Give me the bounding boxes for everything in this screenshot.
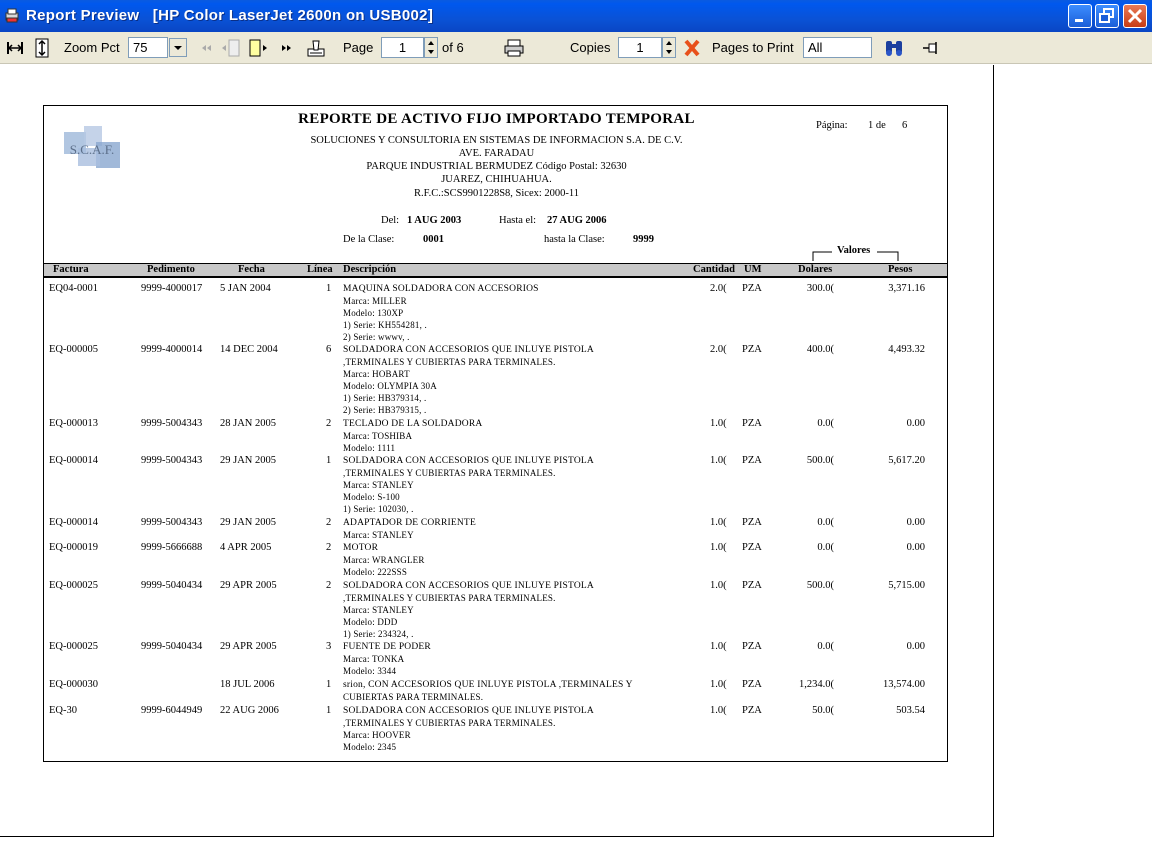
cell-fecha: 18 JUL 2006 (220, 679, 275, 690)
cell-um: PZA (742, 455, 762, 466)
cell-fecha: 28 JAN 2005 (220, 418, 277, 429)
cell-pesos: 5,617.20 (888, 455, 925, 466)
cell-pedimento: 9999-5040434 (141, 641, 203, 652)
col-pedimento: Pedimento (147, 264, 195, 275)
page-total: of 6 (442, 40, 464, 55)
cell-pedimento: 9999-5004343 (141, 517, 203, 528)
restore-icon (1096, 5, 1118, 27)
cell-cantidad: 2.0( (710, 283, 727, 294)
description-line: Marca: TOSHIBA (343, 431, 413, 441)
description-line: ,TERMINALES Y CUBIERTAS PARA TERMINALES. (343, 468, 556, 478)
hasta-clase-label: hasta la Clase: (544, 234, 605, 245)
description-line: Modelo: 130XP (343, 308, 404, 318)
close-icon (1124, 5, 1146, 27)
description-line: SOLDADORA CON ACCESORIOS QUE INLUYE PISTOLA (343, 456, 594, 466)
hasta-clase-value: 9999 (633, 234, 654, 245)
description-line: MAQUINA SOLDADORA CON ACCESORIOS (343, 284, 539, 294)
cell-descripcion (343, 344, 594, 416)
fit-height-icon[interactable] (31, 37, 53, 59)
cell-factura: EQ-000025 (49, 580, 98, 591)
col-fecha: Fecha (238, 264, 265, 275)
cell-pedimento: 9999-6044949 (141, 705, 203, 716)
cell-fecha: 5 JAN 2004 (220, 283, 271, 294)
description-line: SOLDADORA CON ACCESORIOS QUE INLUYE PISTOLA (343, 581, 594, 591)
report-title: REPORTE DE ACTIVO FIJO IMPORTADO TEMPORAL (298, 111, 695, 127)
cell-cantidad: 2.0( (710, 344, 727, 355)
copies-spinner[interactable] (662, 37, 676, 58)
description-line: FUENTE DE PODER (343, 642, 431, 652)
hasta-value: 27 AUG 2006 (547, 215, 607, 226)
description-line: Modelo: OLYMPIA 30A (343, 381, 437, 391)
cell-factura: EQ-000005 (49, 344, 98, 355)
cell-factura: EQ-000019 (49, 542, 98, 553)
cell-factura: EQ-000014 (49, 517, 98, 528)
page-label: Page (343, 40, 374, 55)
cell-pedimento: 9999-4000014 (141, 344, 203, 355)
company-park: PARQUE INDUSTRIAL BERMUDEZ Código Postal: 32630 (366, 161, 627, 172)
cell-um: PZA (742, 580, 762, 591)
cell-pesos: 0.00 (906, 418, 925, 429)
cell-pesos: 5,715.00 (888, 580, 925, 591)
cell-cantidad: 1.0( (710, 418, 727, 429)
description-line: Marca: HOOVER (343, 730, 411, 740)
cell-linea: 3 (326, 641, 332, 652)
cell-descripcion (343, 580, 594, 640)
cell-linea: 1 (326, 705, 332, 716)
cell-cantidad: 1.0( (710, 542, 727, 553)
cell-um: PZA (742, 283, 762, 294)
valores-label: Valores (837, 245, 871, 256)
cell-cantidad: 1.0( (710, 679, 727, 690)
cell-um: PZA (742, 641, 762, 652)
company-city: JUAREZ, CHIHUAHUA. (441, 174, 552, 185)
cell-pedimento: 9999-5004343 (141, 418, 203, 429)
col-factura: Factura (53, 264, 89, 275)
close-button[interactable] (1123, 4, 1147, 28)
cell-factura: EQ-000030 (49, 679, 98, 690)
clase-value: 0001 (423, 234, 444, 245)
previous-page-icon[interactable] (220, 37, 242, 59)
page-number-input[interactable]: 1 (381, 37, 424, 58)
cell-dolares: 50.0( (812, 705, 834, 716)
cell-fecha: 22 AUG 2006 (220, 705, 279, 716)
cell-um: PZA (742, 705, 762, 716)
description-line: 1) Serie: HB379314, . (343, 393, 427, 403)
description-line: Marca: WRANGLER (343, 555, 425, 565)
cell-linea: 2 (326, 418, 332, 429)
cell-um: PZA (742, 517, 762, 528)
last-page-icon[interactable] (276, 37, 298, 59)
binoculars-icon[interactable] (883, 37, 905, 59)
cell-cantidad: 1.0( (710, 641, 727, 652)
description-line: ,TERMINALES Y CUBIERTAS PARA TERMINALES. (343, 357, 556, 367)
toolbar (0, 32, 1152, 64)
description-line: TECLADO DE LA SOLDADORA (343, 419, 483, 429)
cell-cantidad: 1.0( (710, 705, 727, 716)
cell-pesos: 0.00 (906, 517, 925, 528)
cell-um: PZA (742, 344, 762, 355)
cell-um: PZA (742, 679, 762, 690)
description-line: SOLDADORA CON ACCESORIOS QUE INLUYE PISTOLA (343, 345, 594, 355)
chevron-down-icon (170, 39, 186, 56)
company-name: SOLUCIONES Y CONSULTORIA EN SISTEMAS DE INFORMACION S.A. DE C.V. (310, 135, 683, 146)
cell-pesos: 0.00 (906, 641, 925, 652)
spinner-arrows-icon (425, 38, 437, 57)
cell-linea: 1 (326, 455, 332, 466)
copies-input[interactable]: 1 (618, 37, 662, 58)
pages-to-print-label: Pages to Print (712, 40, 794, 55)
svg-text:S.C.A.F.: S.C.A.F. (69, 142, 115, 157)
description-line: MOTOR (343, 543, 379, 553)
cell-linea: 2 (326, 580, 332, 591)
cell-fecha: 29 JAN 2005 (220, 455, 277, 466)
cell-dolares: 0.0( (817, 517, 834, 528)
cell-factura: EQ04-0001 (49, 283, 98, 294)
cell-dolares: 500.0( (806, 455, 834, 466)
description-line: ADAPTADOR DE CORRIENTE (343, 518, 476, 528)
printer-app-icon (4, 8, 20, 24)
clase-label: De la Clase: (343, 234, 395, 245)
description-line: 2) Serie: wwwv, . (343, 332, 410, 342)
cancel-icon[interactable] (681, 37, 703, 59)
cell-pedimento: 9999-4000017 (141, 283, 203, 294)
description-line: Marca: MILLER (343, 296, 407, 306)
preview-area[interactable] (0, 65, 1152, 864)
description-line: Marca: STANLEY (343, 530, 414, 540)
cell-dolares: 400.0( (806, 344, 834, 355)
description-line: Modelo: 1111 (343, 443, 396, 453)
cell-linea: 1 (326, 283, 332, 294)
cell-pesos: 4,493.32 (888, 344, 925, 355)
description-line: 2) Serie: HB379315, . (343, 405, 427, 415)
pages-to-print-input[interactable]: All (803, 37, 872, 58)
printer-icon[interactable] (503, 37, 525, 59)
cell-pedimento: 9999-5004343 (141, 455, 203, 466)
title-bar (0, 0, 1152, 32)
company-rfc: R.F.C.:SCS9901228S8, Sicex: 2000-11 (413, 188, 580, 199)
page-spinner[interactable] (424, 37, 438, 58)
cell-dolares: 500.0( (806, 580, 834, 591)
cell-fecha: 29 JAN 2005 (220, 517, 277, 528)
col-linea: Línea (307, 264, 333, 275)
next-page-icon[interactable] (248, 37, 270, 59)
cell-factura: EQ-000014 (49, 455, 98, 466)
cell-dolares: 0.0( (817, 641, 834, 652)
cell-fecha: 14 DEC 2004 (220, 344, 278, 355)
cell-factura: EQ-30 (49, 705, 77, 716)
description-line: Modelo: 3344 (343, 666, 397, 676)
col-cantidad: Cantidad (693, 264, 736, 275)
goto-page-icon[interactable] (305, 37, 327, 59)
cell-fecha: 29 APR 2005 (220, 641, 277, 652)
cell-descripcion (343, 679, 633, 703)
del-value: 1 AUG 2003 (407, 215, 462, 226)
cell-descripcion (343, 705, 594, 753)
zoom-select[interactable]: 75 (128, 37, 168, 58)
cell-pedimento: 9999-5040434 (141, 580, 203, 591)
cell-linea: 2 (326, 517, 332, 528)
description-line: srion, CON ACCESORIOS QUE INLUYE PISTOLA ,TERMINALES Y (343, 680, 633, 690)
cell-descripcion (343, 542, 425, 578)
company-street: AVE. FARADAU (458, 148, 535, 159)
cell-descripcion (343, 641, 431, 677)
hasta-label: Hasta el: (499, 215, 537, 226)
description-line: ,TERMINALES Y CUBIERTAS PARA TERMINALES. (343, 718, 556, 728)
minimize-button[interactable] (1068, 4, 1092, 28)
cell-dolares: 0.0( (817, 418, 834, 429)
pagina-label: Página: (816, 120, 848, 131)
fit-width-icon[interactable] (4, 37, 26, 59)
description-line: Marca: STANLEY (343, 605, 414, 615)
cell-descripcion (343, 455, 594, 515)
description-line: Modelo: 2345 (343, 742, 397, 752)
col-pesos: Pesos (888, 264, 913, 275)
cell-cantidad: 1.0( (710, 455, 727, 466)
window-title: Report Preview [HP Color LaserJet 2600n on USB002] (26, 7, 434, 24)
cell-descripcion (343, 517, 476, 541)
description-line: Modelo: 222SSS (343, 567, 408, 577)
description-line: SOLDADORA CON ACCESORIOS QUE INLUYE PISTOLA (343, 706, 594, 716)
cell-dolares: 300.0( (806, 283, 834, 294)
cell-linea: 2 (326, 542, 332, 553)
spinner-arrows-icon (663, 38, 675, 57)
description-line: Marca: TONKA (343, 654, 405, 664)
first-page-icon[interactable] (196, 37, 218, 59)
column-header-row (44, 263, 947, 278)
cell-dolares: 1,234.0( (799, 679, 834, 690)
cell-um: PZA (742, 542, 762, 553)
copies-label: Copies (570, 40, 611, 55)
description-line: 1) Serie: KH554281, . (343, 320, 427, 330)
description-line: 1) Serie: 102030, . (343, 504, 414, 514)
col-um: UM (744, 264, 762, 275)
pin-icon[interactable] (920, 37, 942, 59)
report-body (43, 105, 948, 762)
zoom-dropdown-button[interactable] (169, 38, 187, 57)
cell-descripcion (343, 418, 482, 454)
cell-cantidad: 1.0( (710, 517, 727, 528)
description-line: Marca: HOBART (343, 369, 410, 379)
pagina-total: 6 (902, 120, 908, 131)
cell-pesos: 503.54 (896, 705, 925, 716)
cell-factura: EQ-000013 (49, 418, 98, 429)
cell-linea: 6 (326, 344, 332, 355)
cell-um: PZA (742, 418, 762, 429)
del-label: Del: (381, 215, 400, 226)
pagina-value: 1 de (868, 120, 886, 131)
cell-linea: 1 (326, 679, 332, 690)
cell-pesos: 3,371.16 (888, 283, 925, 294)
description-line: Marca: STANLEY (343, 480, 414, 490)
col-dolares: Dolares (798, 264, 833, 275)
description-line: CUBIERTAS PARA TERMINALES. (343, 692, 484, 702)
cell-pedimento: 9999-5666688 (141, 542, 203, 553)
zoom-label: Zoom Pct (64, 40, 120, 55)
cell-descripcion (343, 283, 539, 343)
cell-fecha: 29 APR 2005 (220, 580, 277, 591)
cell-fecha: 4 APR 2005 (220, 542, 272, 553)
description-line: 1) Serie: 234324, . (343, 629, 414, 639)
col-descripcion: Descripción (343, 264, 397, 275)
cell-cantidad: 1.0( (710, 580, 727, 591)
cell-dolares: 0.0( (817, 542, 834, 553)
description-line: Modelo: DDD (343, 617, 398, 627)
cell-pesos: 13,574.00 (883, 679, 925, 690)
description-line: ,TERMINALES Y CUBIERTAS PARA TERMINALES. (343, 593, 556, 603)
cell-factura: EQ-000025 (49, 641, 98, 652)
cell-pesos: 0.00 (906, 542, 925, 553)
description-line: Modelo: S-100 (343, 492, 400, 502)
restore-button[interactable] (1095, 4, 1119, 28)
minimize-icon (1069, 5, 1091, 27)
